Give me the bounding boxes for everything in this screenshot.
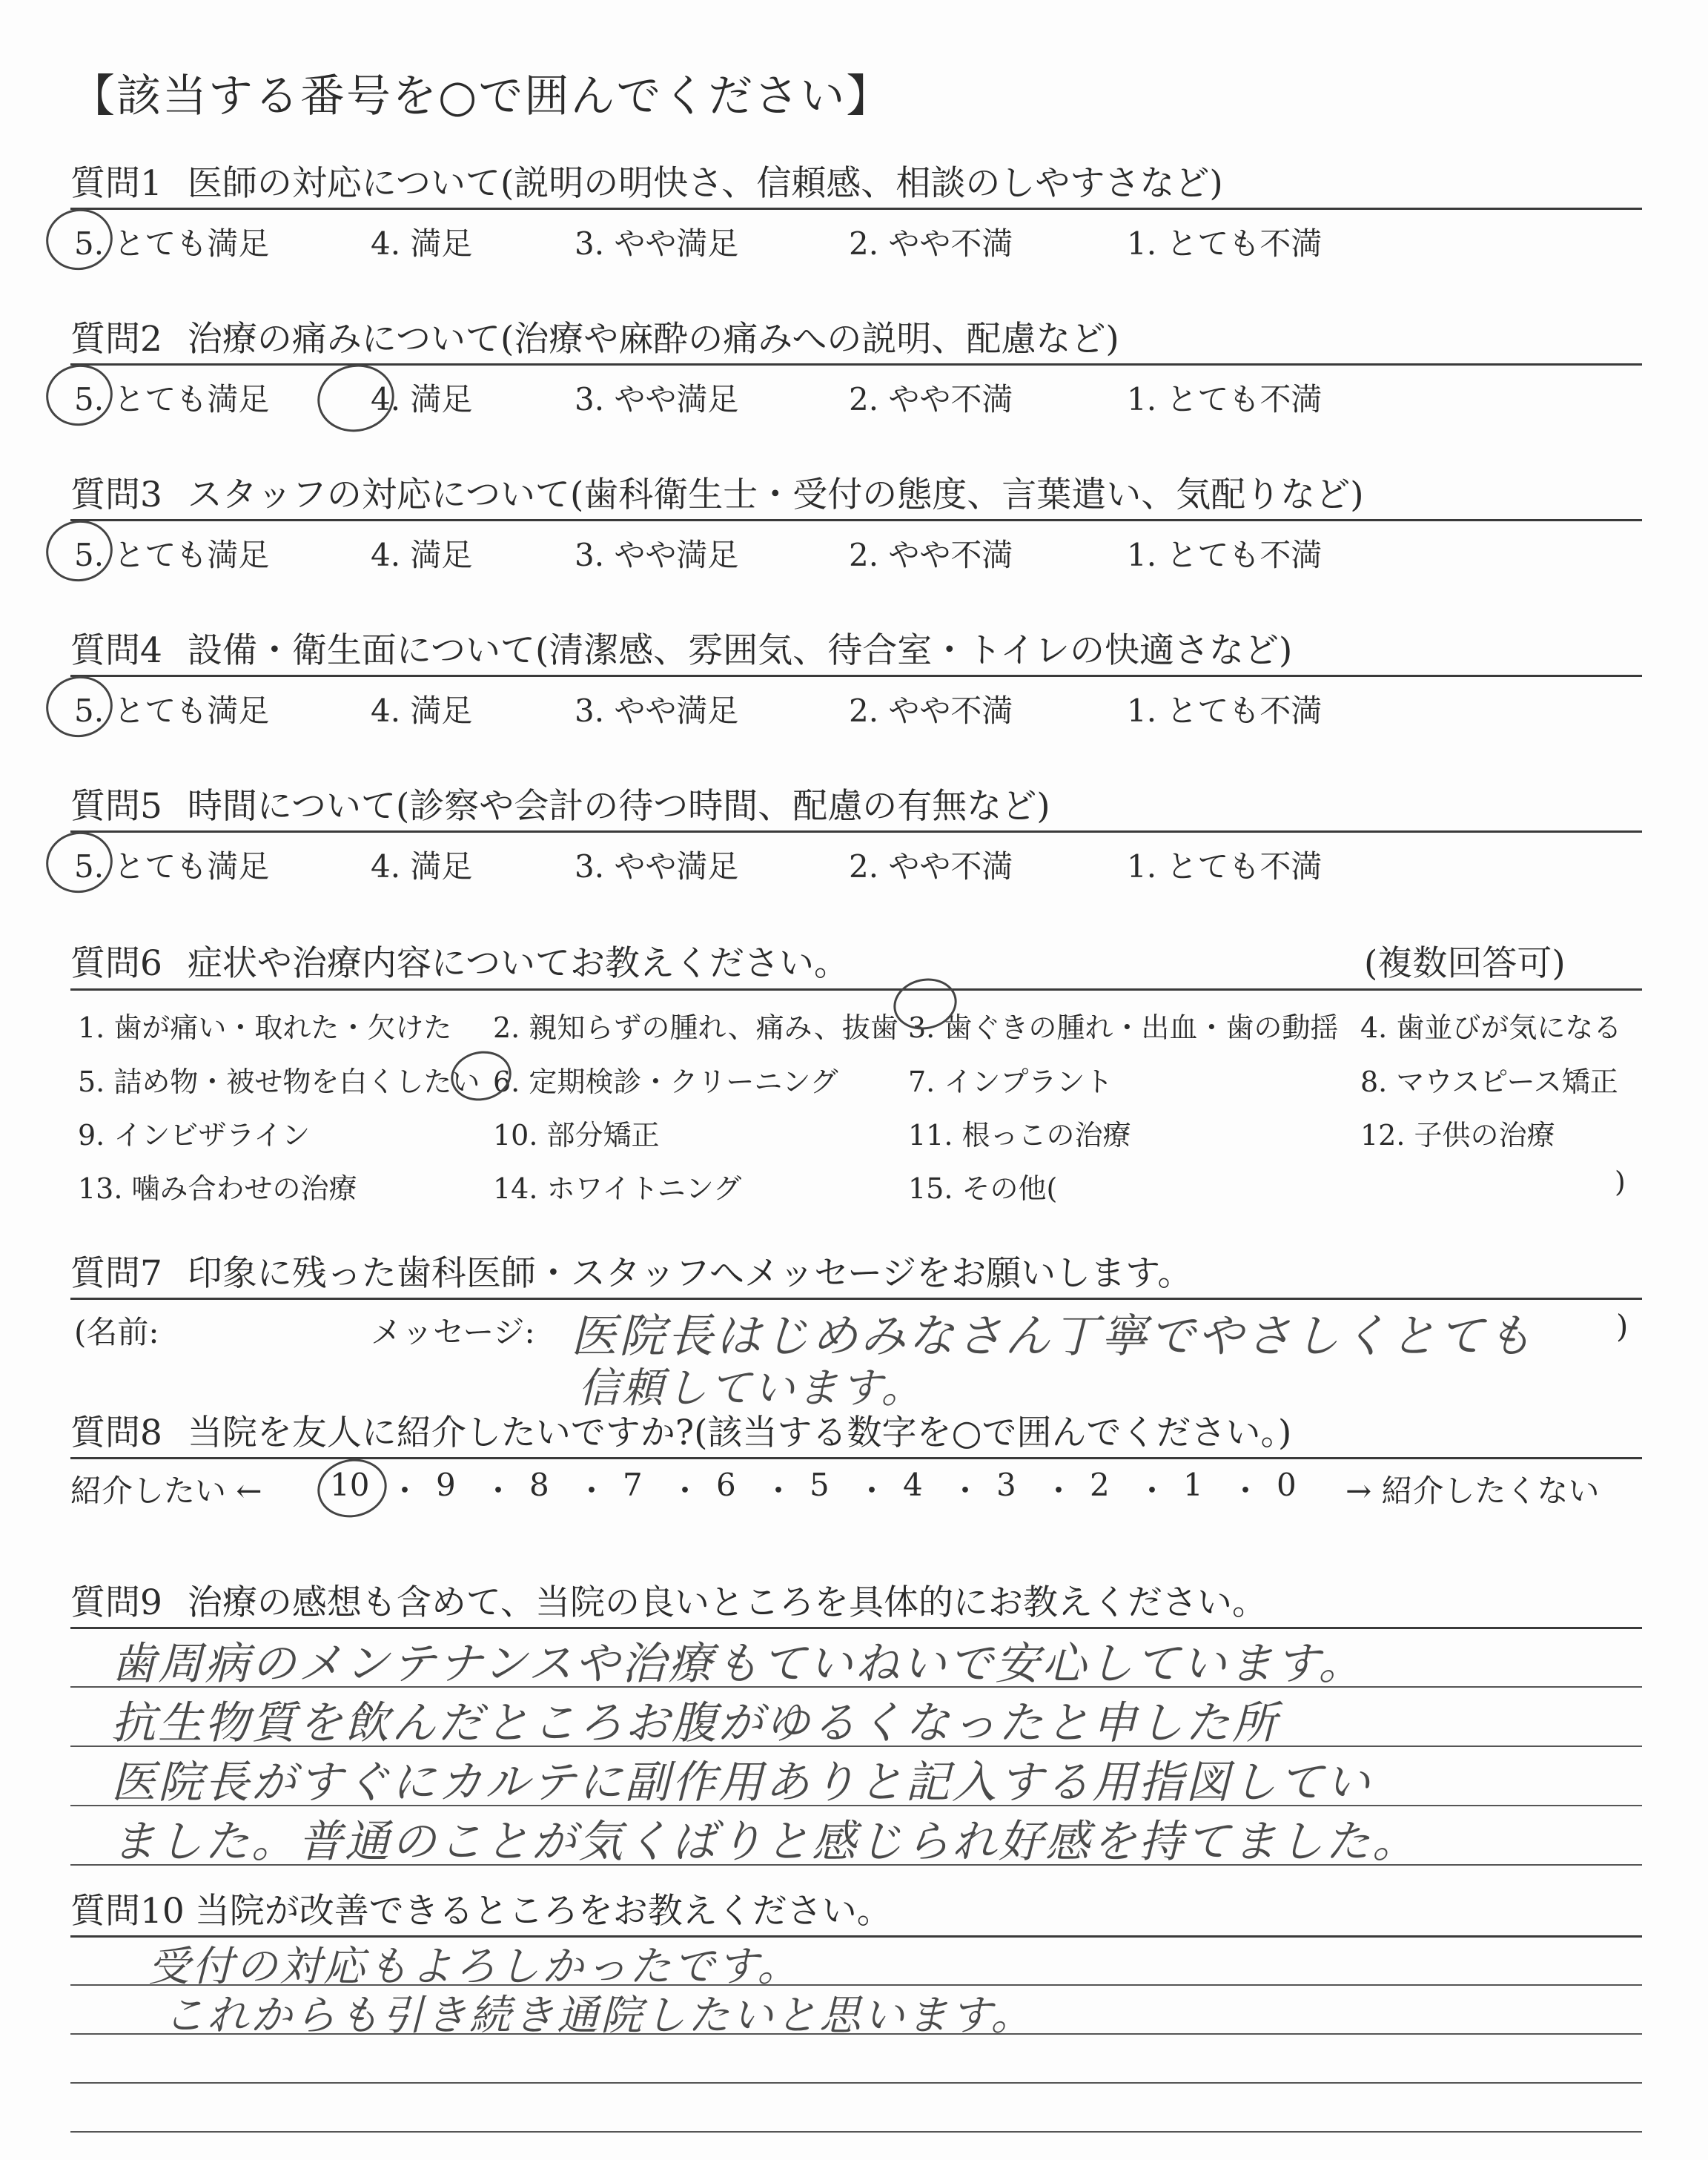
q8-scale-dot: ・ (856, 1473, 888, 1509)
q8-scale-dot: ・ (1043, 1473, 1075, 1509)
q6-option[interactable]: 10. 部分矯正 (493, 1119, 660, 1152)
q6-option[interactable]: 6. 定期検診・クリーニング (493, 1066, 838, 1098)
q8-scale-dot: ・ (1136, 1473, 1168, 1509)
q4-label: 質問4 (70, 630, 162, 671)
q5-label: 質問5 (70, 786, 162, 827)
q6-option[interactable]: 9. インビザライン (78, 1119, 311, 1152)
q1-option[interactable]: 4. 満足 (371, 225, 473, 262)
q1-option[interactable]: 2. やや不満 (849, 225, 1013, 262)
q8-scale-dot: ・ (669, 1473, 701, 1509)
q6-option[interactable]: 7. インプラント (908, 1066, 1113, 1098)
q7-message-line1[interactable]: 医院長はじめみなさん丁寧でやさしくとても (571, 1309, 1535, 1363)
q10-line (70, 2131, 1642, 2133)
q8-rule (70, 1457, 1642, 1459)
q3-rule (70, 519, 1642, 521)
q4-option[interactable]: 4. 満足 (371, 693, 473, 729)
q6-option[interactable]: 3. 歯ぐきの腫れ・出血・歯の動揺 (908, 1011, 1339, 1044)
q3-heading (70, 467, 1364, 517)
q7-heading (70, 1246, 1192, 1295)
q8-scale-number[interactable]: 10 (330, 1467, 370, 1503)
q1-text: 医師の対応について(説明の明快さ、信頼感、相談のしやすさなど) (187, 163, 1223, 204)
q6-option[interactable]: 13. 噛み合わせの治療 (78, 1172, 357, 1205)
q7-close-paren: ) (1616, 1308, 1629, 1344)
q6-option: ) (1615, 1166, 1626, 1198)
q8-scale-number[interactable]: 0 (1277, 1467, 1297, 1503)
q6-rule (70, 988, 1642, 991)
q6-option[interactable]: 2. 親知らずの腫れ、痛み、抜歯 (493, 1011, 898, 1044)
q5-rule (70, 830, 1642, 833)
q8-right-label: → 紹介したくない (1345, 1473, 1600, 1509)
q2-extra-mark (311, 357, 400, 439)
q8-scale-dot: ・ (950, 1473, 982, 1509)
q5-option[interactable]: 1. とても不満 (1127, 848, 1323, 885)
q8-circle-10 (312, 1453, 392, 1524)
q7-message-label: メッセージ: (371, 1314, 535, 1350)
q6-option[interactable]: 14. ホワイトニング (493, 1172, 742, 1205)
q8-scale-number[interactable]: 7 (623, 1467, 643, 1503)
q2-rule (70, 363, 1642, 366)
q3-option[interactable]: 2. やや不満 (849, 537, 1013, 573)
q8-scale-dot: ・ (763, 1473, 795, 1509)
q6-option[interactable]: 8. マウスピース矯正 (1360, 1066, 1618, 1098)
q8-left-label: 紹介したい ← (70, 1473, 262, 1509)
q1-heading (70, 156, 1223, 205)
q6-option[interactable]: 1. 歯が痛い・取れた・欠けた (78, 1011, 452, 1044)
q4-option[interactable]: 3. やや満足 (575, 693, 739, 729)
q8-scale-number[interactable]: 2 (1090, 1467, 1110, 1503)
q6-option[interactable]: 4. 歯並びが気になる (1360, 1011, 1622, 1044)
q2-option[interactable]: 1. とても不満 (1127, 381, 1323, 417)
q4-text: 設備・衛生面について(清潔感、雰囲気、待合室・トイレの快適さなど) (187, 630, 1293, 671)
q7-label: 質問7 (70, 1253, 162, 1294)
q8-text: 当院を友人に紹介したいですか?(該当する数字を○で囲んでください。) (187, 1413, 1292, 1453)
q5-option[interactable]: 4. 満足 (371, 848, 473, 885)
q3-option[interactable]: 3. やや満足 (575, 537, 739, 573)
q8-scale-number[interactable]: 4 (903, 1467, 923, 1503)
q2-option[interactable]: 5. とても満足 (74, 381, 270, 417)
q6-option[interactable]: 12. 子供の治療 (1360, 1119, 1555, 1152)
q7-text: 印象に残った歯科医師・スタッフへメッセージをお願いします。 (187, 1253, 1193, 1294)
q5-text: 時間について(診察や会計の待つ時間、配慮の有無など) (187, 786, 1050, 827)
q7-name-label[interactable]: (名前: (74, 1314, 159, 1350)
q8-heading (70, 1405, 1291, 1455)
q4-heading (70, 623, 1292, 673)
q10-line (70, 2082, 1642, 2084)
q1-label: 質問1 (70, 163, 162, 204)
q5-answer-circle (40, 826, 118, 899)
q7-message-line2[interactable]: 信頼しています。 (578, 1364, 925, 1413)
q2-heading (70, 311, 1119, 361)
q9-answer-line[interactable]: ました。普通のことが気くばりと感じられ好感を持てました。 (111, 1816, 1419, 1868)
q2-text: 治療の痛みについて(治療や麻酔の痛みへの説明、配慮など) (187, 319, 1119, 360)
q9-answer-line[interactable]: 医院長がすぐにカルテに副作用ありと記入する用指図してい (111, 1757, 1372, 1809)
q8-scale-number[interactable]: 3 (996, 1467, 1016, 1503)
q4-option[interactable]: 5. とても満足 (74, 693, 270, 729)
q2-option[interactable]: 4. 満足 (371, 381, 473, 417)
q5-option[interactable]: 2. やや不満 (849, 848, 1013, 885)
q9-text: 治療の感想も含めて、当院の良いところを具体的にお教えください。 (187, 1582, 1267, 1623)
q9-heading (70, 1575, 1267, 1625)
q5-option[interactable]: 5. とても満足 (74, 848, 270, 885)
q10-answer-line[interactable]: 受付の対応もよろしかったです。 (148, 1943, 801, 1991)
q10-label: 質問10 (70, 1891, 185, 1932)
q3-text: スタッフの対応について(歯科衛生士・受付の態度、言葉遣い、気配りなど) (187, 475, 1364, 515)
q1-answer-circle (40, 203, 118, 277)
q8-scale-number[interactable]: 8 (529, 1467, 549, 1503)
q6-option[interactable]: 15. その他( (908, 1172, 1058, 1205)
q6-option[interactable]: 11. 根っこの治療 (908, 1119, 1131, 1152)
q8-label: 質問8 (70, 1413, 162, 1453)
q1-option[interactable]: 3. やや満足 (575, 225, 739, 262)
q1-option[interactable]: 5. とても満足 (74, 225, 270, 262)
q6-option[interactable]: 5. 詰め物・被せ物を白くしたい (78, 1066, 480, 1098)
q4-option[interactable]: 2. やや不満 (849, 693, 1013, 729)
q2-label: 質問2 (70, 319, 162, 360)
q9-answer-line[interactable]: 抗生物質を飲んだところお腹がゆるくなったと申した所 (111, 1697, 1279, 1749)
q3-label: 質問3 (70, 475, 162, 515)
q6-label: 質問6 (70, 943, 162, 984)
q5-heading (70, 779, 1050, 828)
q1-rule (70, 208, 1642, 210)
q8-scale-number[interactable]: 5 (810, 1467, 830, 1503)
q6-note: (複数回答可) (1364, 943, 1566, 984)
q9-label: 質問9 (70, 1582, 162, 1623)
q8-scale-number[interactable]: 6 (716, 1467, 736, 1503)
q8-scale-number[interactable]: 1 (1183, 1467, 1203, 1503)
page-title: 【該当する番号を○で囲んでください】 (70, 70, 893, 122)
q2-answer-circle (40, 359, 118, 432)
q3-option[interactable]: 1. とても不満 (1127, 537, 1323, 573)
q6-heading (70, 936, 849, 985)
q4-option[interactable]: 1. とても不満 (1127, 693, 1323, 729)
q4-rule (70, 675, 1642, 677)
q3-option[interactable]: 4. 満足 (371, 537, 473, 573)
q10-text: 当院が改善できるところをお教えください。 (194, 1891, 892, 1932)
q6-text: 症状や治療内容についてお教えください。 (187, 943, 849, 984)
q1-option[interactable]: 1. とても不満 (1127, 225, 1323, 262)
q8-scale-dot: ・ (1230, 1473, 1262, 1509)
q3-option[interactable]: 5. とても満足 (74, 537, 270, 573)
q8-scale-dot: ・ (576, 1473, 608, 1509)
q10-answer-line[interactable]: これからも引き続き通院したいと思います。 (163, 1992, 1035, 2040)
q2-option[interactable]: 2. やや不満 (849, 381, 1013, 417)
q8-scale-number[interactable]: 9 (436, 1467, 456, 1503)
q8-scale-dot: ・ (389, 1473, 421, 1509)
q8-scale-dot: ・ (483, 1473, 514, 1509)
q4-answer-circle (40, 670, 118, 744)
q3-answer-circle (40, 515, 118, 588)
q9-answer-line[interactable]: 歯周病のメンテナンスや治療もていねいで安心しています。 (111, 1638, 1366, 1690)
q5-option[interactable]: 3. やや満足 (575, 848, 739, 885)
q10-heading (70, 1883, 892, 1933)
q2-option[interactable]: 3. やや満足 (575, 381, 739, 417)
